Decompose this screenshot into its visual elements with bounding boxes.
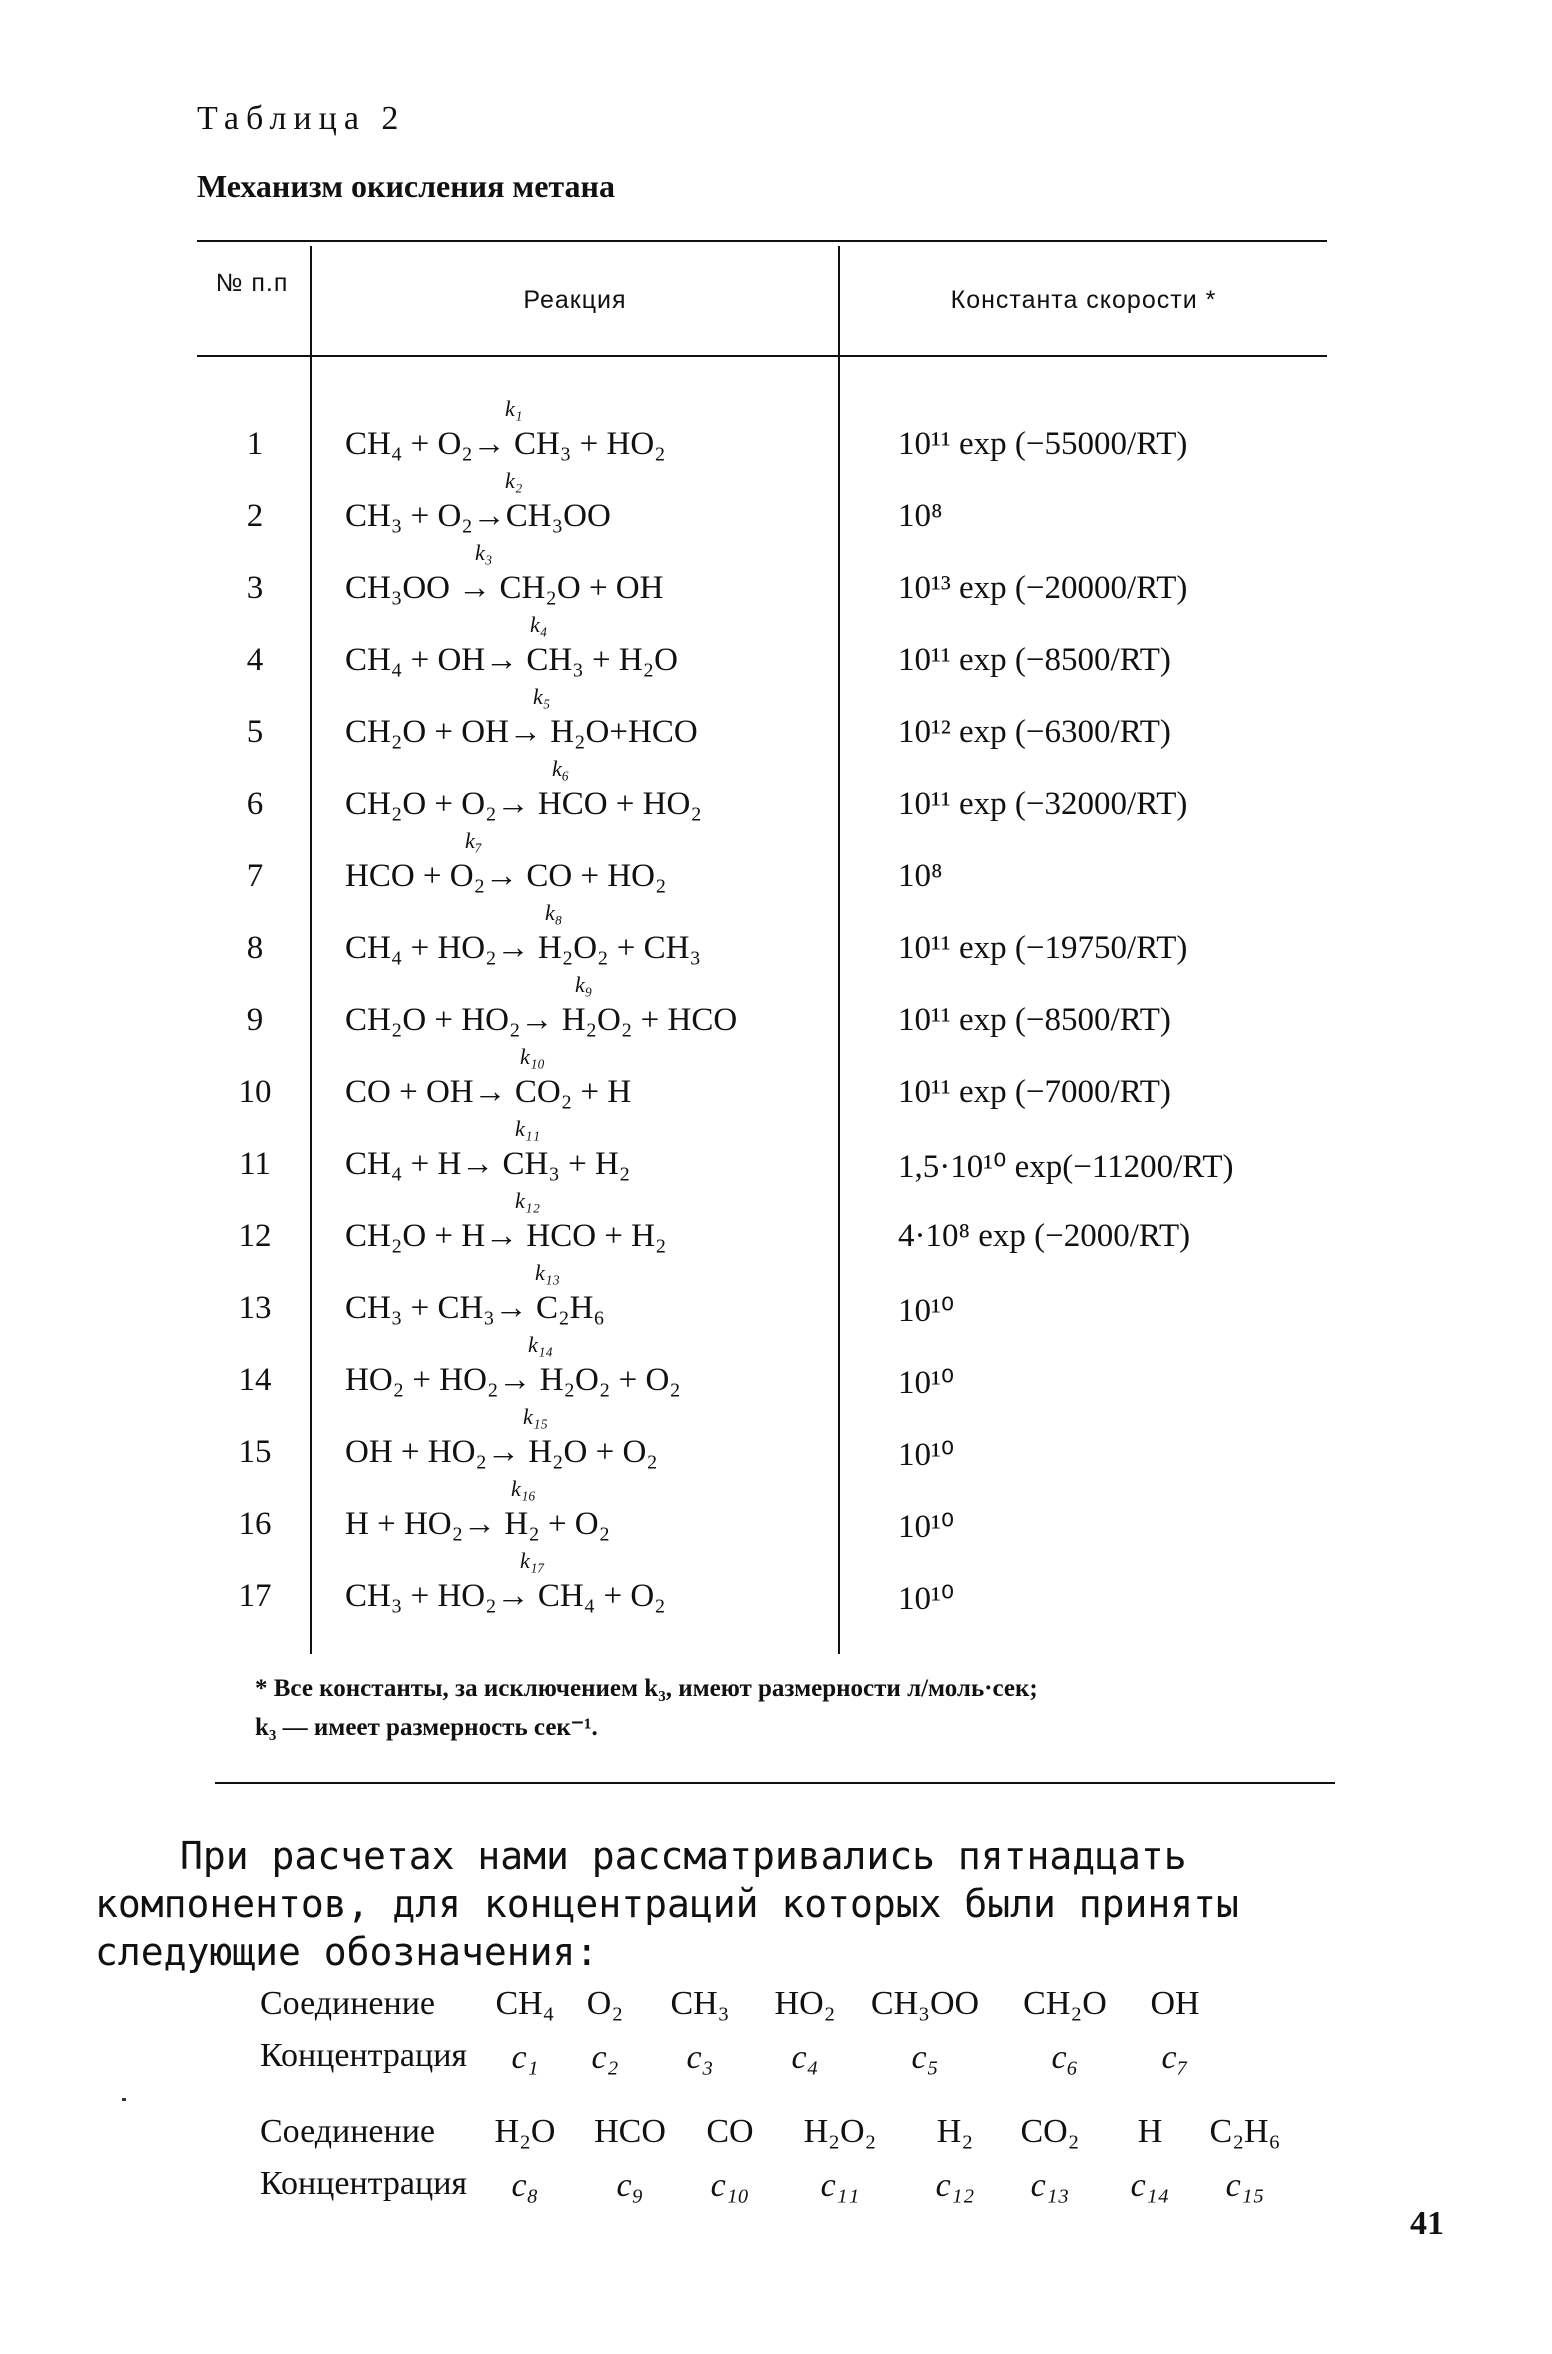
reaction-cell [345,464,845,536]
rate-constant-value: 4·10⁸ exp (−2000/RT) [898,1218,1191,1254]
rate-constant-label: k₁₂ [515,1188,541,1213]
compound-formula: H₂O₂ [803,2113,877,2150]
row-number: 14 [238,1362,272,1398]
rate-constant-value: 10¹¹ exp (−32000/RT) [898,786,1188,822]
table-row [0,1328,1552,1400]
footnote-line-1: * Все константы, за исключением k₃, имеют размерности л/моль·сек; [255,1675,1038,1702]
row-number: 1 [246,426,264,462]
compound-formula: OH [1150,1985,1200,2022]
reaction-equation: HCO + O₂→ CO + HO₂ [345,858,667,894]
table-row [0,1112,1552,1184]
rate-constant-label: k₁₆ [511,1476,537,1501]
page-number: 41 [1410,2205,1444,2242]
compound-formula: CH₄ [495,1985,555,2022]
footnote-line-2: k₃ — имеет размерность сек⁻¹. [255,1714,598,1741]
compound-formula: H [1137,2113,1163,2150]
table-row [0,1544,1552,1616]
row-number: 4 [246,642,264,678]
reaction-cell [345,1544,845,1616]
table-row [0,536,1552,608]
rate-constant-label: k₁₇ [520,1548,546,1573]
rate-constant-label: k₁ [505,396,523,421]
table-row [0,752,1552,824]
rate-constant-value: 10¹⁰ [898,1581,955,1617]
row-number: 17 [238,1578,272,1614]
rate-constant-label: k₈ [545,900,563,925]
compound-formula: H₂O [494,2113,556,2150]
concentration-symbol: c₇ [1161,2039,1189,2076]
rate-constant-label: k₇ [465,828,483,853]
rate-constant-label: k₁₀ [520,1044,546,1069]
compound-formula: HCO [594,2113,666,2150]
table-header-rule [197,355,1327,357]
rate-constant-value: 10¹³ exp (−20000/RT) [898,570,1188,606]
reaction-equation: CH₂O + HO₂→ H₂O₂ + HCO [345,1002,738,1038]
row-number: 6 [246,786,264,822]
rate-constant-label: k₁₅ [523,1404,549,1429]
reaction-cell [345,1472,845,1544]
concentration-symbol: c₁ [511,2039,539,2076]
concentration-symbol: c₆ [1051,2039,1079,2076]
reaction-equation: CO + OH→ CO₂ + H [345,1074,632,1110]
table-row [0,392,1552,464]
reaction-cell [345,536,845,608]
rate-constant-value: 10¹⁰ [898,1437,955,1473]
table-row [0,896,1552,968]
concentration-symbol: c₃ [686,2039,714,2076]
concentration-symbol: c₁₅ [1225,2167,1265,2204]
compound-formula: HO₂ [774,1985,836,2022]
compound-label: Соединение [260,1985,435,2022]
reaction-equation: CH₃ + HO₂→ CH₄ + O₂ [345,1578,666,1614]
row-number: 8 [246,930,264,966]
reaction-cell [345,824,845,896]
concentration-symbol: c₁₂ [935,2167,975,2204]
table-row [0,680,1552,752]
row-number: 9 [246,1002,264,1038]
row-number: 5 [246,714,264,750]
reaction-cell [345,680,845,752]
reaction-equation: CH₂O + H→ HCO + H₂ [345,1218,667,1254]
row-number: 15 [238,1434,272,1470]
reaction-equation: CH₄ + O₂→ CH₃ + HO₂ [345,426,666,462]
reaction-equation: CH₂O + O₂→ HCO + HO₂ [345,786,702,822]
reaction-cell [345,1184,845,1256]
table-row [0,968,1552,1040]
rate-constant-label: k₁₄ [528,1332,554,1357]
row-number: 3 [246,570,264,606]
header-rate: Константа скорости * [950,286,1217,314]
concentration-symbol: c₁₃ [1030,2167,1070,2204]
compound-formula: CO [706,2113,754,2150]
reaction-cell [345,968,845,1040]
compound-formula: C₂H₆ [1209,2113,1281,2150]
concentration-symbol: c₁₄ [1130,2167,1170,2204]
compound-formula: CH₃ [670,1985,730,2022]
reaction-equation: CH₄ + OH→ CH₃ + H₂O [345,642,678,678]
rate-constant-label: k₁₃ [535,1260,561,1285]
row-number: 16 [238,1506,272,1542]
row-number: 10 [238,1074,272,1110]
rate-constant-label: k₆ [552,756,570,781]
table-row [0,464,1552,536]
reaction-cell [345,1400,845,1472]
row-number: 12 [238,1218,272,1254]
reaction-cell [345,752,845,824]
reaction-cell [345,1328,845,1400]
rate-constant-label: k₉ [575,972,593,997]
reaction-equation: HO₂ + HO₂→ H₂O₂ + O₂ [345,1362,681,1398]
rate-constant-value: 10¹⁰ [898,1293,955,1329]
reaction-cell [345,1256,845,1328]
concentration-symbol: c₅ [911,2039,939,2076]
rate-constant-value: 10¹¹ exp (−8500/RT) [898,1002,1171,1038]
concentration-symbol: c₄ [791,2039,819,2076]
rate-constant-value: 10¹¹ exp (−8500/RT) [898,642,1171,678]
reaction-cell [345,1112,845,1184]
table-row [0,608,1552,680]
compound-formula: O₂ [586,1985,624,2022]
row-number: 11 [239,1146,271,1182]
reaction-cell [345,392,845,464]
page-mark [122,2098,126,2101]
rate-constant-value: 10¹¹ exp (−7000/RT) [898,1074,1171,1110]
rate-constant-value: 10¹¹ exp (−55000/RT) [898,426,1188,462]
table-row [0,1400,1552,1472]
table-title: Механизм окисления метана [197,168,615,204]
compound-label: Соединение [260,2113,435,2150]
rate-constant-value: 1,5·10¹⁰ exp(−11200/RT) [898,1149,1234,1185]
rate-constant-value: 10¹² exp (−6300/RT) [898,714,1171,750]
concentration-symbol: c₂ [591,2039,619,2076]
reaction-equation: CH₃ + O₂→CH₃OO [345,498,611,534]
rate-constant-label: k₅ [533,684,551,709]
reaction-equation: H + HO₂→ H₂ + O₂ [345,1506,611,1542]
table-row [0,1040,1552,1112]
reaction-cell [345,1040,845,1112]
paragraph-text: При расчетах нами рассматривались пятнадцать компонентов, для концентраций которых были приняты следующие обозначения: [95,1834,1239,1974]
rate-constant-label: k₃ [475,540,493,565]
concentration-symbol: c₁₀ [710,2167,750,2204]
rate-constant-value: 10⁸ [898,858,943,894]
rate-constant-value: 10¹⁰ [898,1365,955,1401]
concentration-label: Концентрация [260,2165,468,2202]
row-number: 2 [246,498,264,534]
reaction-equation: CH₃OO → CH₂O + OH [345,570,664,606]
reaction-cell [345,896,845,968]
compound-formula: CH₃OO [870,1985,980,2022]
concentration-symbol: c₁₁ [820,2167,860,2204]
concentration-symbol: c₉ [616,2167,644,2204]
table-row [0,1184,1552,1256]
compound-formula: CH₂O [1023,1985,1107,2022]
compound-formula: CO₂ [1020,2113,1080,2150]
reaction-equation: CH₃ + CH₃→ C₂H₆ [345,1290,605,1326]
body-paragraph [95,1832,1455,1976]
row-number: 13 [238,1290,272,1326]
concentration-symbol: c₈ [511,2167,539,2204]
table-bottom-rule [215,1782,1335,1784]
table-top-rule [197,240,1327,242]
rate-constant-value: 10¹¹ exp (−19750/RT) [898,930,1188,966]
header-reaction: Реакция [523,286,627,314]
compound-formula: H₂ [936,2113,974,2150]
header-num: № п.п [215,269,289,297]
reaction-equation: CH₄ + H→ CH₃ + H₂ [345,1146,631,1182]
rate-constant-value: 10⁸ [898,498,943,534]
table-row [0,1472,1552,1544]
concentration-label: Концентрация [260,2037,468,2074]
reaction-equation: CH₂O + OH→ H₂O+HCO [345,714,698,750]
reaction-cell [345,608,845,680]
rate-constant-label: k₁₁ [515,1116,541,1141]
rate-constant-label: k₄ [530,612,548,637]
reaction-equation: CH₄ + HO₂→ H₂O₂ + CH₃ [345,930,702,966]
rate-constant-label: k₂ [505,468,523,493]
table-label: Таблица 2 [197,100,406,137]
table-row [0,824,1552,896]
rate-constant-value: 10¹⁰ [898,1509,955,1545]
reaction-equation: OH + HO₂→ H₂O + O₂ [345,1434,658,1470]
table-row [0,1256,1552,1328]
row-number: 7 [246,858,264,894]
